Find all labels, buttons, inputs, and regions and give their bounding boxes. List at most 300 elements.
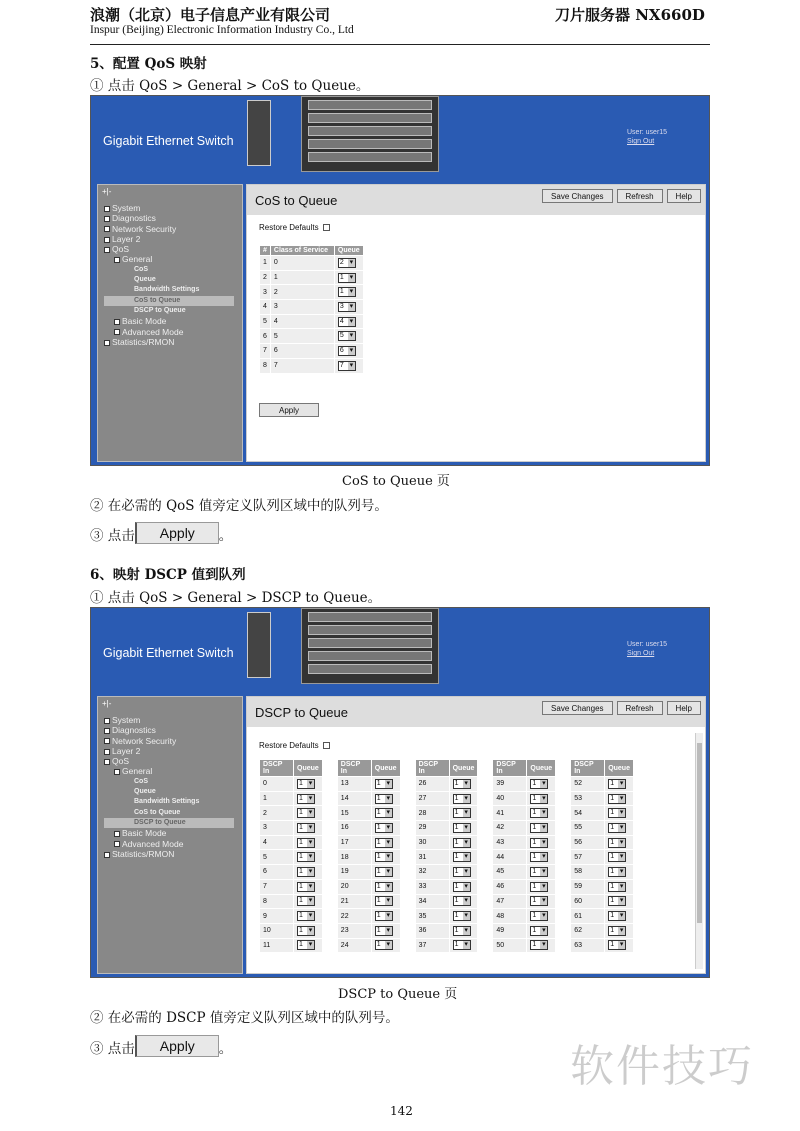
queue-select[interactable]: 1 ▾ <box>530 896 548 906</box>
section6-step1: ① 点击 QoS > General > DSCP to Queue。 <box>90 590 382 606</box>
queue-cell <box>294 879 323 894</box>
column-header: Queue <box>449 760 478 777</box>
expand-icon[interactable] <box>114 831 120 837</box>
table-row <box>415 923 478 938</box>
queue-select[interactable]: 1 ▾ <box>453 882 471 892</box>
queue-cell <box>527 835 556 850</box>
queue-select[interactable]: 1 ▾ <box>297 867 315 877</box>
nav-item[interactable] <box>104 797 242 807</box>
row-index: 6 <box>260 329 271 344</box>
dscp-screenshot <box>90 607 710 978</box>
queue-select[interactable]: 1 ▾ <box>453 852 471 862</box>
table-row <box>415 865 478 880</box>
nav-toolbar[interactable]: +|- <box>102 187 112 196</box>
queue-cell <box>605 806 634 821</box>
nav-sidebar <box>97 696 243 974</box>
nav-item[interactable] <box>104 213 242 223</box>
dscp-value: 32 <box>415 865 449 880</box>
nav-item[interactable] <box>104 244 242 254</box>
queue-select[interactable]: 1 ▾ <box>530 867 548 877</box>
queue-select[interactable]: 7 ▾ <box>338 361 356 371</box>
queue-select[interactable]: 1 ▾ <box>608 926 626 936</box>
nav-tree <box>98 199 242 347</box>
table-row <box>493 821 556 836</box>
queue-select[interactable]: 1 ▾ <box>375 940 393 950</box>
queue-select[interactable]: 1 ▾ <box>608 911 626 921</box>
queue-cell <box>371 850 400 865</box>
section6-title: 6、映射 DSCP 值到队列 <box>90 567 246 583</box>
nav-item-label: General <box>122 254 153 265</box>
dscp-value: 47 <box>493 894 527 909</box>
header-company-cn: 浪潮（北京）电子信息产业有限公司 <box>90 6 331 24</box>
nav-item[interactable] <box>104 756 242 766</box>
queue-select[interactable]: 1 ▾ <box>530 823 548 833</box>
table-row <box>571 879 634 894</box>
section6-step2: ② 在必需的 DSCP 值旁定义队列区域中的队列号。 <box>90 1010 399 1026</box>
nav-item-label: Statistics/RMON <box>112 336 175 347</box>
header-product: 刀片服务器 NX660D <box>555 6 705 24</box>
restore-defaults-checkbox[interactable] <box>323 742 330 749</box>
queue-select[interactable]: 1 ▾ <box>453 896 471 906</box>
dscp-value: 5 <box>260 850 294 865</box>
dscp-value: 48 <box>493 909 527 924</box>
user-info <box>627 640 667 658</box>
expand-icon[interactable] <box>114 769 120 775</box>
class-of-service: 1 <box>270 270 334 285</box>
section6-caption: DSCP to Queue 页 <box>338 987 458 1002</box>
queue-cell <box>449 850 478 865</box>
nav-item-label: Network Security <box>112 223 177 234</box>
queue-select[interactable]: 2 ▾ <box>338 258 356 268</box>
queue-cell <box>371 879 400 894</box>
table-row <box>260 923 323 938</box>
queue-select[interactable]: 1 ▾ <box>530 808 548 818</box>
expand-icon[interactable] <box>104 728 110 734</box>
table-row <box>337 909 400 924</box>
nav-item-label: CoS <box>134 777 148 785</box>
queue-select[interactable]: 1 ▾ <box>530 779 548 789</box>
queue-select[interactable]: 1 ▾ <box>297 794 315 804</box>
row-index: 8 <box>260 358 271 373</box>
queue-cell <box>527 821 556 836</box>
table-row <box>415 791 478 806</box>
dscp-value: 9 <box>260 909 294 924</box>
nav-item[interactable] <box>104 265 242 275</box>
queue-select[interactable]: 1 ▾ <box>453 911 471 921</box>
class-of-service: 7 <box>270 358 334 373</box>
queue-select[interactable]: 1 ▾ <box>375 794 393 804</box>
nav-item[interactable] <box>104 849 242 859</box>
expand-icon[interactable] <box>104 749 110 755</box>
queue-select[interactable]: 1 ▾ <box>375 808 393 818</box>
table-row <box>493 909 556 924</box>
queue-cell <box>449 938 478 953</box>
table-row <box>571 821 634 836</box>
apply-button-image: Apply <box>135 522 219 544</box>
queue-select[interactable]: 1 ▾ <box>375 838 393 848</box>
queue-select[interactable]: 1 ▾ <box>375 867 393 877</box>
queue-cell <box>371 777 400 792</box>
dscp-value: 21 <box>337 894 371 909</box>
queue-select[interactable]: 1 ▾ <box>530 838 548 848</box>
table-row <box>415 835 478 850</box>
chassis-image <box>301 96 439 172</box>
page-number: 142 <box>390 1104 413 1118</box>
row-index: 5 <box>260 314 271 329</box>
queue-select[interactable]: 1 ▾ <box>530 794 548 804</box>
queue-select[interactable]: 1 ▾ <box>453 926 471 936</box>
queue-cell <box>334 329 363 344</box>
nav-item[interactable] <box>104 818 234 828</box>
restore-defaults-label: Restore Defaults <box>259 223 319 232</box>
page-title: DSCP to Queue <box>255 705 348 720</box>
queue-cell <box>527 938 556 953</box>
dscp-value: 2 <box>260 806 294 821</box>
nav-item[interactable] <box>104 787 242 797</box>
queue-select[interactable]: 6 ▾ <box>338 346 356 356</box>
dscp-value: 24 <box>337 938 371 953</box>
queue-cell <box>371 806 400 821</box>
queue-cell <box>605 938 634 953</box>
queue-cell <box>371 791 400 806</box>
queue-select[interactable]: 1 ▾ <box>297 911 315 921</box>
queue-select[interactable]: 1 ▾ <box>297 838 315 848</box>
nav-item[interactable] <box>104 736 242 746</box>
queue-select[interactable]: 1 ▾ <box>375 911 393 921</box>
table-row <box>415 777 478 792</box>
queue-cell <box>294 777 323 792</box>
section5-title: 5、配置 QoS 映射 <box>90 56 207 72</box>
queue-select[interactable]: 1 ▾ <box>297 779 315 789</box>
dscp-value: 60 <box>571 894 605 909</box>
table-row <box>493 894 556 909</box>
expand-icon[interactable] <box>114 319 120 325</box>
dscp-value: 26 <box>415 777 449 792</box>
table-row <box>260 285 364 300</box>
queue-cell <box>334 270 363 285</box>
dscp-value: 59 <box>571 879 605 894</box>
nav-item-label: CoS to Queue <box>134 296 181 304</box>
app-title: Gigabit Ethernet Switch <box>103 134 234 148</box>
queue-cell <box>527 791 556 806</box>
queue-cell <box>527 865 556 880</box>
step3-text: ③ 点击 <box>90 528 135 544</box>
dscp-value: 3 <box>260 821 294 836</box>
nav-item[interactable] <box>104 306 242 316</box>
queue-cell <box>605 777 634 792</box>
queue-select[interactable]: 1 ▾ <box>608 794 626 804</box>
queue-select[interactable]: 1 ▾ <box>608 852 626 862</box>
nav-item-label: Advanced Mode <box>122 838 184 849</box>
queue-cell <box>371 909 400 924</box>
queue-select[interactable]: 1 ▾ <box>608 882 626 892</box>
queue-cell <box>605 909 634 924</box>
dscp-value: 56 <box>571 835 605 850</box>
queue-select[interactable]: 1 ▾ <box>375 882 393 892</box>
queue-select[interactable]: 1 ▾ <box>453 838 471 848</box>
class-of-service: 4 <box>270 314 334 329</box>
table-row <box>260 344 364 359</box>
step3-text: ③ 点击 <box>90 1041 135 1057</box>
save-changes-button[interactable]: Save Changes <box>542 189 612 203</box>
table-row <box>337 923 400 938</box>
dscp-tables <box>259 759 634 953</box>
nav-item[interactable] <box>104 725 242 735</box>
class-of-service: 5 <box>270 329 334 344</box>
table-row <box>337 894 400 909</box>
queue-select[interactable]: 1 ▾ <box>297 940 315 950</box>
nav-item[interactable] <box>104 828 242 838</box>
nav-item-label: Queue <box>134 788 156 796</box>
nav-toolbar[interactable]: +|- <box>102 699 112 708</box>
queue-cell <box>527 923 556 938</box>
nav-item[interactable] <box>104 296 234 306</box>
queue-select[interactable]: 1 ▾ <box>453 940 471 950</box>
section5-step1: ① 点击 QoS > General > CoS to Queue。 <box>90 78 370 94</box>
expand-icon[interactable] <box>104 738 110 744</box>
queue-select[interactable]: 1 ▾ <box>453 779 471 789</box>
queue-cell <box>527 850 556 865</box>
dscp-value: 62 <box>571 923 605 938</box>
row-index: 2 <box>260 270 271 285</box>
queue-cell <box>605 865 634 880</box>
queue-select[interactable]: 1 ▾ <box>338 287 356 297</box>
nav-item[interactable] <box>104 224 242 234</box>
queue-select[interactable]: 1 ▾ <box>530 852 548 862</box>
nav-item-label: General <box>122 766 153 777</box>
queue-select[interactable]: 4 ▾ <box>338 317 356 327</box>
queue-cell <box>294 923 323 938</box>
nav-item[interactable] <box>104 746 242 756</box>
table-row <box>260 256 364 271</box>
dscp-value: 45 <box>493 865 527 880</box>
dscp-value: 19 <box>337 865 371 880</box>
queue-select[interactable]: 1 ▾ <box>453 867 471 877</box>
table-row <box>415 894 478 909</box>
queue-cell <box>294 938 323 953</box>
queue-select[interactable]: 1 ▾ <box>608 838 626 848</box>
column-header: DSCP In <box>337 760 371 777</box>
expand-icon[interactable] <box>104 718 110 724</box>
restore-defaults <box>259 741 330 750</box>
nav-item[interactable] <box>104 777 242 787</box>
queue-select[interactable]: 1 ▾ <box>453 823 471 833</box>
dscp-value: 16 <box>337 821 371 836</box>
queue-select[interactable]: 1 ▾ <box>297 823 315 833</box>
queue-select[interactable]: 1 ▾ <box>338 273 356 283</box>
nav-item[interactable] <box>104 203 242 213</box>
queue-cell <box>334 358 363 373</box>
row-index: 4 <box>260 300 271 315</box>
table-row <box>493 865 556 880</box>
queue-select[interactable]: 1 ▾ <box>297 896 315 906</box>
queue-select[interactable]: 1 ▾ <box>375 926 393 936</box>
queue-select[interactable]: 1 ▾ <box>297 852 315 862</box>
table-row <box>337 777 400 792</box>
expand-icon[interactable] <box>104 216 110 222</box>
queue-select[interactable]: 1 ▾ <box>530 940 548 950</box>
nav-item[interactable] <box>104 275 242 285</box>
table-row <box>415 879 478 894</box>
nav-item[interactable] <box>104 285 242 295</box>
queue-select[interactable]: 1 ▾ <box>608 867 626 877</box>
sign-out-link[interactable]: Sign Out <box>627 138 655 145</box>
queue-select[interactable]: 1 ▾ <box>530 882 548 892</box>
expand-icon[interactable] <box>114 329 120 335</box>
dscp-value: 55 <box>571 821 605 836</box>
table-row <box>493 791 556 806</box>
restore-defaults-checkbox[interactable] <box>323 224 330 231</box>
watermark: 软件技巧 <box>570 1041 754 1092</box>
dscp-value: 23 <box>337 923 371 938</box>
queue-select[interactable]: 1 ▾ <box>608 896 626 906</box>
column-header: Class of Service <box>270 246 334 256</box>
table-row <box>493 835 556 850</box>
table-row <box>571 835 634 850</box>
dscp-value: 61 <box>571 909 605 924</box>
nav-item-label: Advanced Mode <box>122 326 184 337</box>
queue-select[interactable]: 1 ▾ <box>375 852 393 862</box>
queue-cell <box>371 835 400 850</box>
nav-item[interactable] <box>104 839 242 849</box>
section6-step3 <box>90 1035 232 1057</box>
queue-select[interactable]: 1 ▾ <box>297 926 315 936</box>
queue-cell <box>371 894 400 909</box>
help-button[interactable]: Help <box>667 701 701 715</box>
table-row <box>415 909 478 924</box>
nav-item[interactable] <box>104 808 242 818</box>
nav-item-label: Layer 2 <box>112 745 141 756</box>
table-row <box>260 270 364 285</box>
user-label: User: user15 <box>627 129 668 136</box>
expand-icon[interactable] <box>104 247 110 253</box>
queue-cell <box>449 909 478 924</box>
apply-button[interactable]: Apply <box>259 403 319 417</box>
queue-cell <box>605 821 634 836</box>
expand-icon[interactable] <box>104 206 110 212</box>
nav-item[interactable] <box>104 234 242 244</box>
queue-select[interactable]: 1 ▾ <box>453 808 471 818</box>
cos-screenshot <box>90 95 710 466</box>
dscp-value: 37 <box>415 938 449 953</box>
queue-select[interactable]: 1 ▾ <box>375 896 393 906</box>
nav-item-label: Statistics/RMON <box>112 848 175 859</box>
section5-step2: ② 在必需的 QoS 值旁定义队列区域中的队列号。 <box>90 498 388 514</box>
column-header: Queue <box>334 246 363 256</box>
dscp-value: 15 <box>337 806 371 821</box>
nav-item[interactable] <box>104 715 242 725</box>
expand-icon[interactable] <box>104 340 110 346</box>
device-image <box>247 100 271 166</box>
nav-item[interactable] <box>104 337 242 347</box>
queue-select[interactable]: 1 ▾ <box>608 779 626 789</box>
queue-select[interactable]: 1 ▾ <box>530 911 548 921</box>
queue-cell <box>449 835 478 850</box>
table-row <box>260 314 364 329</box>
table-row <box>260 850 323 865</box>
table-row <box>260 821 323 836</box>
queue-select[interactable]: 1 ▾ <box>608 808 626 818</box>
nav-item[interactable] <box>104 766 242 776</box>
table-row <box>260 791 323 806</box>
scrollbar[interactable] <box>695 733 703 969</box>
queue-select[interactable]: 1 ▾ <box>530 926 548 936</box>
restore-defaults <box>259 223 330 232</box>
nav-item[interactable] <box>104 316 242 326</box>
dscp-value: 49 <box>493 923 527 938</box>
queue-cell <box>294 835 323 850</box>
table-row <box>571 806 634 821</box>
nav-item-label: DSCP to Queue <box>134 818 186 826</box>
dscp-value: 30 <box>415 835 449 850</box>
queue-select[interactable]: 1 ▾ <box>297 808 315 818</box>
queue-cell <box>605 923 634 938</box>
main-panel <box>246 696 706 974</box>
nav-item-label: CoS to Queue <box>134 808 181 816</box>
queue-cell <box>449 865 478 880</box>
queue-cell <box>605 879 634 894</box>
refresh-button[interactable]: Refresh <box>617 701 663 715</box>
queue-select[interactable]: 1 ▾ <box>375 779 393 789</box>
queue-cell <box>605 835 634 850</box>
nav-item[interactable] <box>104 254 242 264</box>
queue-select[interactable]: 1 ▾ <box>453 794 471 804</box>
nav-item-label: QoS <box>112 756 130 767</box>
queue-select[interactable]: 1 ▾ <box>608 940 626 950</box>
queue-cell <box>449 821 478 836</box>
class-of-service: 6 <box>270 344 334 359</box>
queue-select[interactable]: 3 ▾ <box>338 302 356 312</box>
expand-icon[interactable] <box>104 852 110 858</box>
section5-caption: CoS to Queue 页 <box>342 474 450 489</box>
expand-icon[interactable] <box>104 759 110 765</box>
expand-icon[interactable] <box>104 226 110 232</box>
nav-item-label: DSCP to Queue <box>134 306 186 314</box>
queue-cell <box>334 300 363 315</box>
queue-cell <box>449 777 478 792</box>
queue-cell <box>334 344 363 359</box>
nav-item[interactable] <box>104 327 242 337</box>
queue-select[interactable]: 1 ▾ <box>608 823 626 833</box>
refresh-button[interactable]: Refresh <box>617 189 663 203</box>
queue-select[interactable]: 1 ▾ <box>297 882 315 892</box>
queue-cell <box>294 806 323 821</box>
nav-item-label: QoS <box>112 244 130 255</box>
nav-tree <box>98 711 242 859</box>
expand-icon[interactable] <box>114 257 120 263</box>
table-row <box>415 806 478 821</box>
nav-item-label: Queue <box>134 276 156 284</box>
class-of-service: 0 <box>270 256 334 271</box>
queue-cell <box>334 314 363 329</box>
table-row <box>337 938 400 953</box>
queue-select[interactable]: 5 ▾ <box>338 331 356 341</box>
table-row <box>260 909 323 924</box>
table-row <box>260 329 364 344</box>
sign-out-link[interactable]: Sign Out <box>627 650 655 657</box>
column-header: DSCP In <box>415 760 449 777</box>
expand-icon[interactable] <box>114 841 120 847</box>
device-image <box>247 612 271 678</box>
table-row <box>571 850 634 865</box>
table-row <box>260 938 323 953</box>
nav-item-label: Basic Mode <box>122 316 167 327</box>
queue-cell <box>294 894 323 909</box>
expand-icon[interactable] <box>104 237 110 243</box>
help-button[interactable]: Help <box>667 189 701 203</box>
save-changes-button[interactable]: Save Changes <box>542 701 612 715</box>
queue-select[interactable]: 1 ▾ <box>375 823 393 833</box>
